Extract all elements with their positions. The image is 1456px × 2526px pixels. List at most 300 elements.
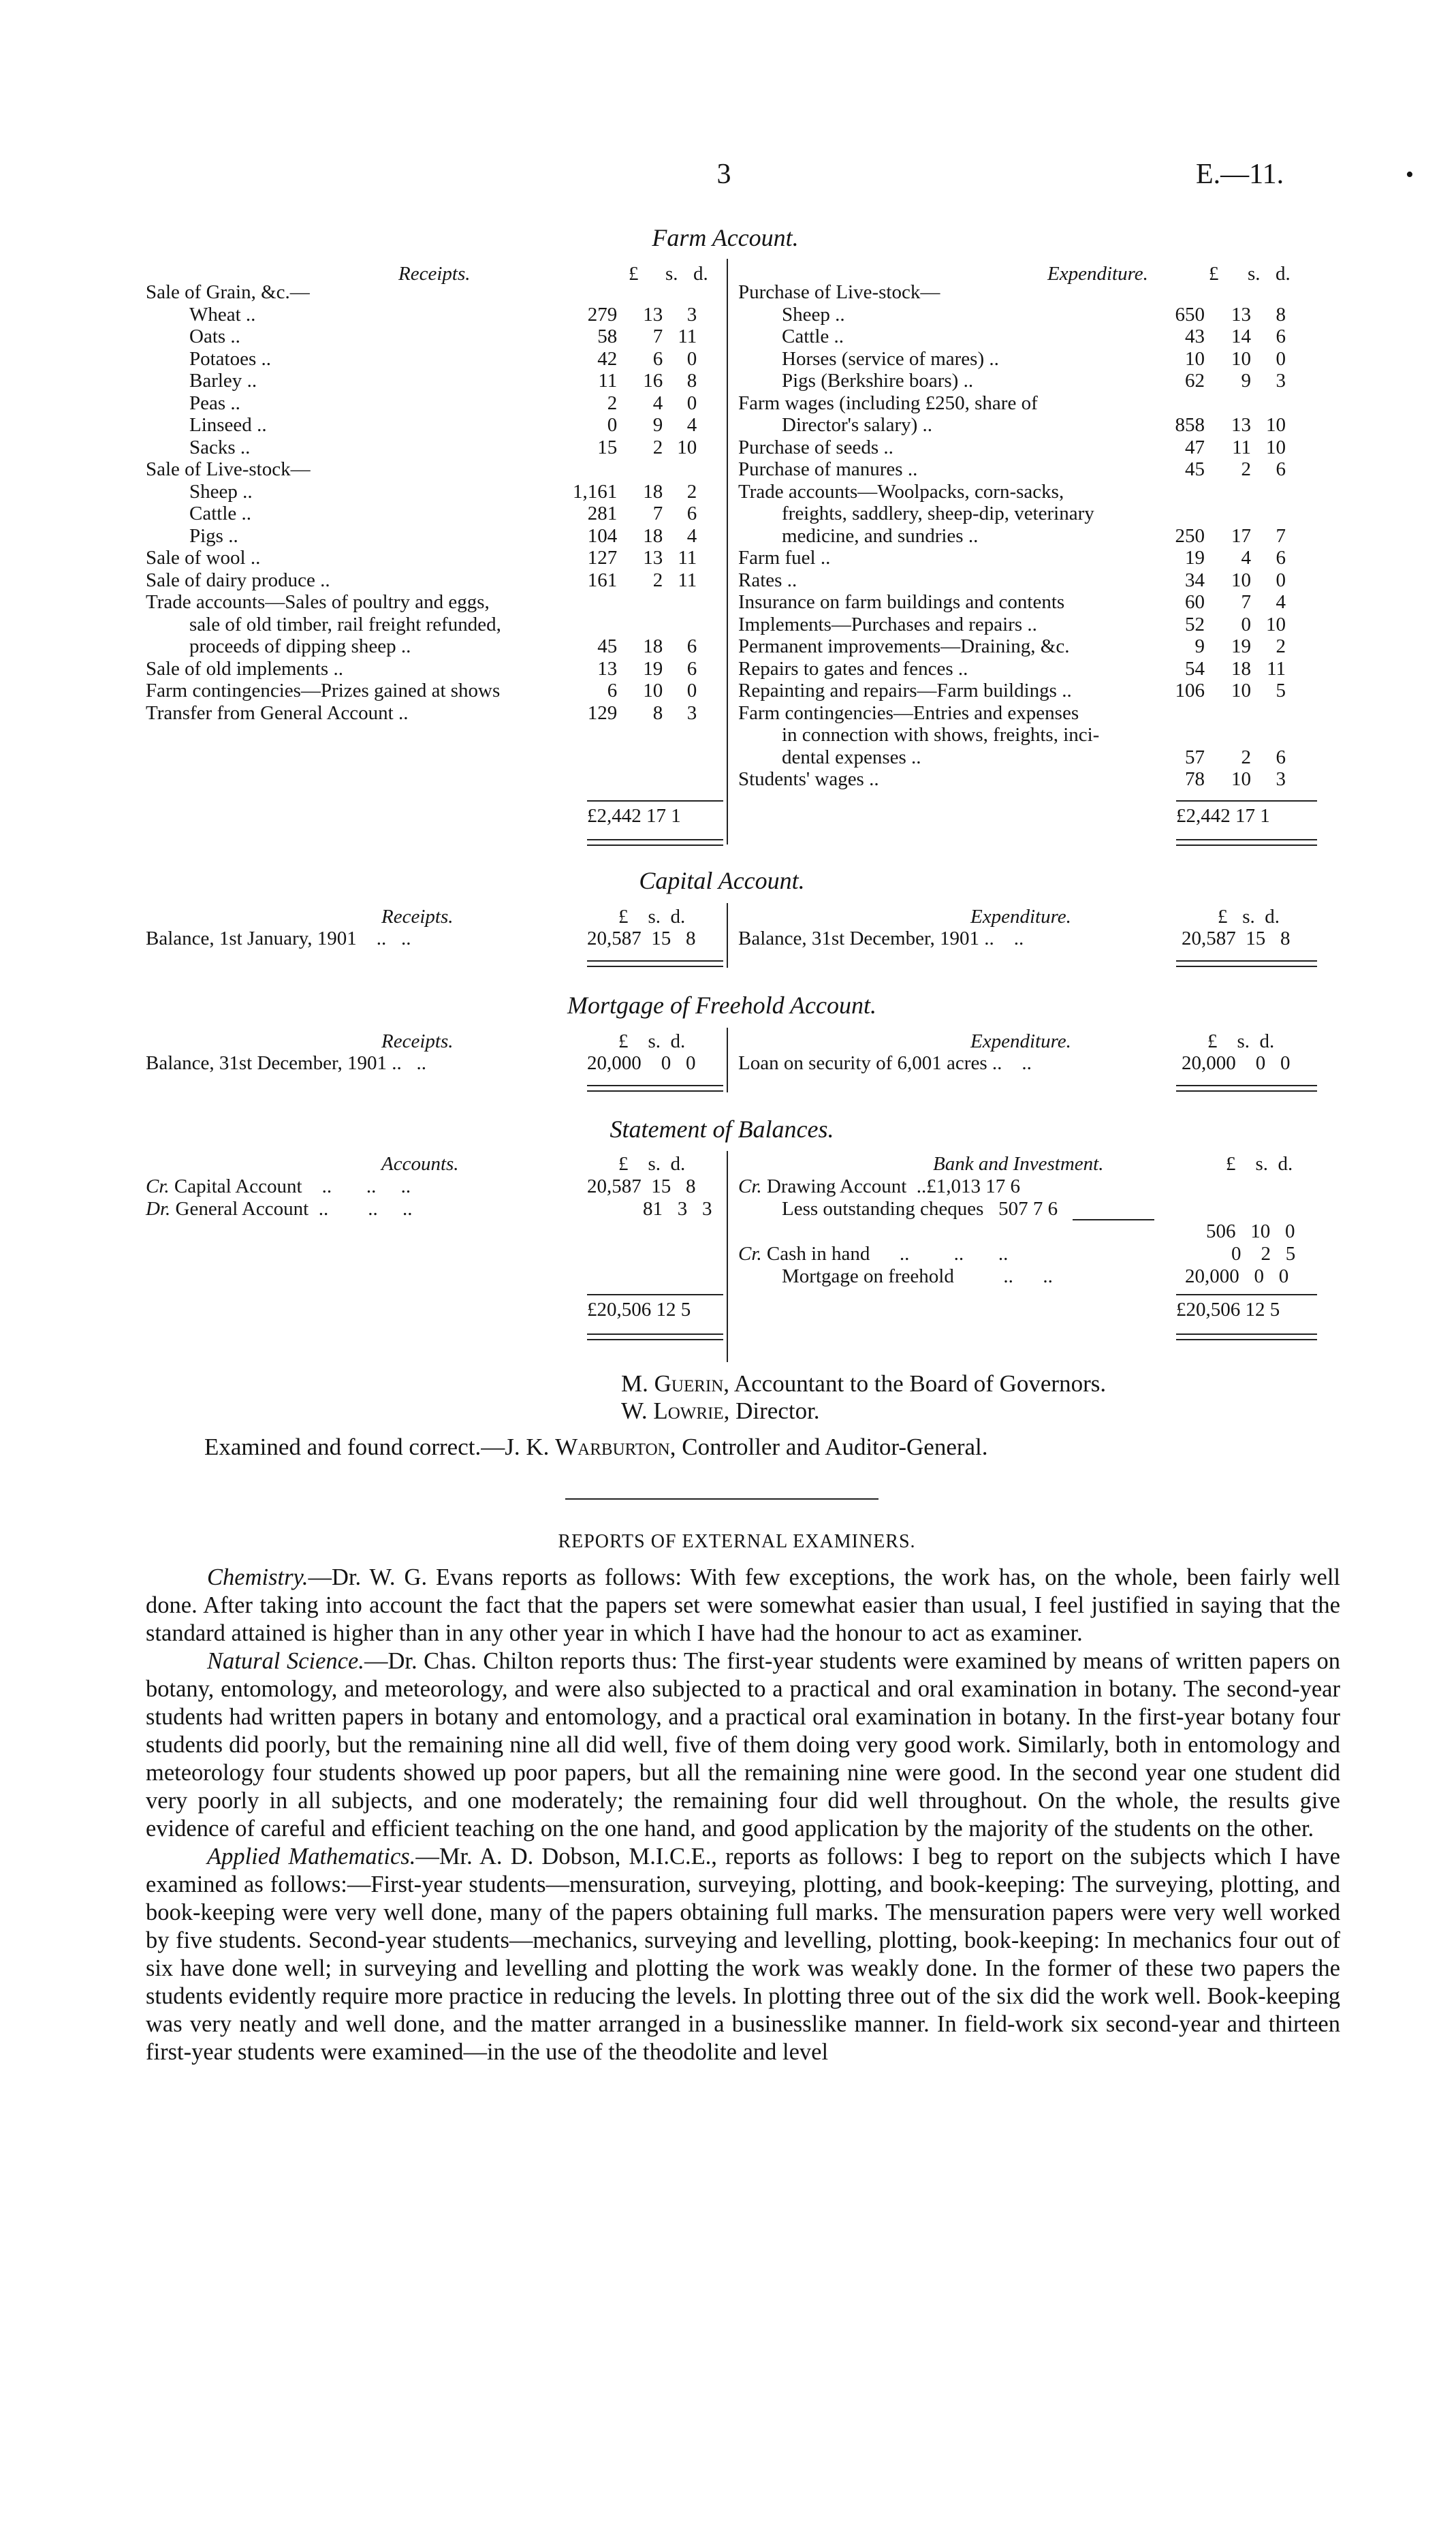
farm-expenditure-item-label: Cattle .. [782,326,844,347]
leader-dots: .. [223,524,238,547]
farm-receipt-amount-shillings: 7 [652,503,663,524]
farm-receipt-item-label: Sale of Live-stock— [146,458,311,480]
balances-right-total-rule [1176,1333,1317,1335]
farm-expenditure-amount-pence [1259,281,1286,304]
farm-expenditure-amount-pence: 3 [1276,768,1286,790]
farm-receipt-amount-pence [670,281,697,304]
mortgage-receipt-rule [587,1085,723,1086]
farm-receipt-amount-shillings: 6 [652,347,663,370]
farm-receipt-item-label: Oats .. [189,326,240,347]
farm-receipt-row [146,458,697,481]
farm-expenditure-row [738,458,1286,481]
balance-capital-amount: 20,587 15 8 [587,1175,696,1197]
farm-expenditure-amount-pence [1259,503,1286,525]
farm-expenditure-item-label: Repairs to gates and fences .. [738,657,968,680]
capital-center-divider [727,903,728,968]
capital-expenditure-label: Expenditure. [970,906,1071,928]
farm-expenditure-amount-pounds: 650 [1175,303,1205,326]
farm-receipts-col-d: d. [693,263,708,285]
farm-receipt-amount-pounds: 13 [597,657,618,680]
farm-receipt-amount-shillings: 2 [652,569,663,591]
balance-net-amount: 506 10 0 [1206,1220,1295,1242]
farm-receipt-amount-shillings: 19 [643,657,663,680]
mortgage-receipt-rule-2 [587,1090,723,1092]
farm-receipts-table [146,281,697,724]
farm-expenditure-amount-pounds: 60 [1185,591,1205,613]
farm-expenditure-amount-pounds [1167,503,1205,525]
farm-receipt-item-label: Sacks .. [189,436,251,458]
farm-expenditure-amount-pence [1259,481,1286,503]
farm-receipt-row [146,503,697,525]
farm-expenditure-item-label: Permanent improvements—Draining, &c. [738,635,1070,657]
capital-exp-rule [1176,960,1317,962]
farm-center-divider [727,259,728,844]
farm-receipt-amount-pence: 11 [678,547,697,569]
director-signature: W. Lowrie, Director. [621,1398,820,1424]
farm-expenditure-amount-pounds: 78 [1185,768,1205,790]
balance-general-line: Dr. General Account .. .. .. [146,1198,413,1220]
capital-exp-line: Balance, 31st December, 1901 .. .. [738,928,1024,949]
farm-expenditure-row [738,348,1286,370]
farm-receipt-amount-pounds: 279 [587,303,618,326]
farm-receipt-amount-shillings [624,591,663,614]
farm-expenditure-item-label: Director's salary) .. [782,414,933,436]
mortgage-account-title: Mortgage of Freehold Account. [567,992,876,1019]
capital-receipts-cols: £ s. d. [618,906,686,928]
farm-expenditure-label: Expenditure. [1047,263,1148,285]
leader-dots: .. [864,768,879,790]
farm-expenditure-amount-shillings: 2 [1241,458,1251,480]
farm-receipt-row [146,614,697,636]
farm-receipt-amount-pence: 2 [686,480,697,503]
farm-expenditure-amount-shillings: 19 [1231,635,1251,657]
farm-receipt-row [146,392,697,415]
leader-dots: .. [906,746,921,768]
farm-expenditure-item-label: Rates .. [738,569,797,591]
farm-receipt-amount-pence: 0 [686,392,697,414]
mortgage-exp-amount: 20,000 0 0 [1182,1052,1291,1074]
farm-receipt-amount-shillings: 18 [643,635,663,657]
balance-general-amount: 81 3 3 [643,1198,712,1220]
leader-dots: .. [953,657,968,680]
farm-expenditure-row [738,702,1286,725]
reports-body [146,1564,1340,2066]
balances-left-cols: £ s. d. [618,1153,686,1175]
leader-dots: .. [1022,613,1037,635]
leader-dots: .. [393,701,409,724]
leader-dots: .. [240,303,256,326]
farm-expenditure-amount-pounds: 858 [1175,414,1205,436]
farm-receipt-amount-pounds: 45 [597,635,618,657]
applied-math-body: —Mr. A. D. Dobson, M.I.C.E., reports as follows: I beg to report on the subjects which I have examined as follows:—First-year students—mensuration, surveying, plotting, and book-keeping: The surveying, plotting, and book-keeping were very well done, many of the papers obtaining full marks. The mensuration papers were very well worked by five students. Second-year students—mechanics, surveying and levelling, plotting, book-keeping: In mechanics four out of six have done well; in surveying and levelling and plotting the work was weakly done. In the former of these two papers the students evidently require more practice in reducing the levels. In plotting three out of the six did the work well. Book-keeping was very neatly and well done, and the matter arranged in a businesslike manner. In field-work six second-year and thirteen first-year students were examined—in the use of the theodolite and level [146,1844,1340,2065]
farm-expenditure-total: £2,442 17 1 [1176,805,1270,827]
balance-mortgage-line: Mortgage on freehold .. .. [782,1265,1053,1287]
farm-expenditure-item-label: Pigs (Berkshire boars) .. [782,370,974,392]
farm-expenditure-amount-pence: 6 [1276,326,1286,347]
reports-heading: REPORTS OF EXTERNAL EXAMINERS. [558,1531,916,1552]
farm-expenditure-row [738,547,1286,569]
farm-receipt-amount-pounds: 127 [587,547,618,569]
farm-expenditure-amount-shillings [1212,281,1251,304]
balance-mortgage-amount: 20,000 0 0 [1185,1265,1289,1287]
farm-expenditure-item-label: Farm fuel .. [738,547,831,569]
farm-receipt-row [146,525,697,548]
farm-expenditure-amount-pounds: 250 [1175,524,1205,547]
farm-expenditure-amount-pounds [1167,702,1205,725]
chemistry-title: Chemistry. [207,1564,308,1590]
farm-receipt-amount-pounds: 1,161 [573,480,618,503]
farm-expenditure-amount-pence: 6 [1276,547,1286,569]
farm-receipts-sum-rule [587,800,723,802]
farm-receipt-amount-shillings: 2 [652,436,663,458]
capital-receipts-label: Receipts. [381,906,454,928]
natural-science-title: Natural Science. [207,1648,364,1674]
farm-receipt-item-label: Peas .. [189,392,240,414]
farm-expenditure-amount-pence: 0 [1276,347,1286,370]
farm-receipts-total-rule-2 [587,844,723,846]
leader-dots: .. [328,657,343,680]
farm-expenditure-item-label: Purchase of Live-stock— [738,281,940,303]
balance-less-rule [1073,1219,1154,1220]
balances-left-total: £20,506 12 5 [587,1299,691,1321]
farm-expenditure-row [738,281,1286,304]
farm-receipt-amount-shillings: 13 [643,303,663,326]
farm-expenditure-item-label: Insurance on farm buildings and contents [738,591,1065,613]
farm-receipt-row [146,702,697,725]
farm-receipts-total-rule [587,839,723,840]
farm-receipt-amount-pence: 0 [686,680,697,701]
farm-expenditure-amount-shillings: 13 [1231,414,1251,436]
farm-receipt-amount-shillings: 9 [652,414,663,436]
leader-dots: .. [782,569,797,591]
farm-expenditure-row [738,569,1286,592]
farm-receipts-label: Receipts. [398,263,471,285]
farm-receipt-amount-pounds: 129 [587,701,618,724]
farm-expenditure-amount-shillings: 10 [1231,768,1251,790]
farm-receipt-amount-shillings [624,281,663,304]
leader-dots: .. [958,370,974,392]
farm-expenditure-amount-shillings: 13 [1231,303,1251,326]
farm-receipt-amount-shillings: 18 [643,524,663,547]
farm-receipt-amount-pence: 11 [678,569,697,591]
farm-expenditure-row [738,680,1286,702]
farm-expenditure-row [738,392,1286,415]
capital-receipt-rule-2 [587,966,723,967]
balances-left-sum-rule [587,1294,723,1295]
leader-dots: .. [829,303,845,326]
mortgage-receipts-cols: £ s. d. [618,1030,686,1052]
farm-receipts-total: £2,442 17 1 [587,805,681,827]
farm-receipt-amount-shillings: 7 [652,326,663,347]
farm-expenditure-row [738,768,1286,791]
farm-receipt-amount-pence: 6 [686,657,697,680]
farm-receipt-row [146,547,697,569]
farm-receipt-amount-pence: 6 [686,503,697,524]
capital-exp-rule-2 [1176,966,1317,967]
farm-receipt-row [146,591,697,614]
leader-dots: .. [984,347,999,370]
applied-math-report [146,1843,1340,2066]
page-code: E.—11. [1196,159,1284,190]
farm-expenditure-item-label: dental expenses .. [782,746,921,768]
balances-accounts-label: Accounts. [381,1153,459,1175]
farm-receipt-item-label: proceeds of dipping sheep .. [189,635,411,657]
leader-dots: .. [236,503,252,524]
farm-expenditure-amount-pence: 3 [1276,370,1286,392]
farm-expenditure-amount-pence: 6 [1276,746,1286,768]
examined-statement: Examined and found correct.—J. K. Warburton, Controller and Auditor-General. [204,1434,988,1460]
farm-receipts-col-s: s. [665,263,678,285]
farm-expenditure-amount-shillings [1212,481,1251,503]
farm-receipt-row [146,414,697,437]
farm-receipt-amount-shillings: 18 [643,480,663,503]
balance-cash-line: Cr. Cash in hand .. .. .. [738,1243,1009,1265]
farm-receipt-amount-shillings: 16 [643,370,663,392]
leader-dots: .. [917,414,933,436]
farm-receipt-item-label: Potatoes .. [189,347,272,370]
farm-receipt-amount-pounds: 42 [597,347,618,370]
farm-expenditure-amount-pence: 10 [1266,414,1286,436]
farm-expenditure-amount-shillings: 10 [1231,569,1251,591]
farm-receipt-amount-pence [670,614,697,636]
farm-receipt-amount-pence: 3 [686,701,697,724]
farm-receipt-amount-pence: 11 [678,326,697,347]
farm-exp-total-rule [1176,839,1317,840]
farm-expenditure-amount-shillings [1212,503,1251,525]
farm-receipt-row [146,304,697,326]
farm-expenditure-amount-pounds [1167,281,1205,304]
capital-exp-cols: £ s. d. [1218,906,1280,928]
farm-expenditure-amount-shillings: 0 [1241,613,1251,635]
balance-less-line: Less outstanding cheques 507 7 6 [782,1198,1058,1220]
farm-receipt-amount-pounds: 58 [597,326,618,347]
leader-dots: .. [235,436,251,458]
balances-left-total-rule [587,1333,723,1335]
farm-expenditure-amount-pounds: 43 [1185,326,1205,347]
farm-exp-col-s: s. [1248,263,1261,285]
farm-receipt-item-label: Trade accounts—Sales of poultry and eggs, [146,591,490,613]
farm-expenditure-amount-shillings: 10 [1231,347,1251,370]
farm-expenditure-row [738,481,1286,503]
chemistry-body: —Dr. W. G. Evans reports as follows: With few exceptions, the work has, on the whole, been fairly well done. After taking into account the fact that the papers set were somewhat easier than usual, I feel justified in saying that the standard attained is higher than in any other year in which I have had the honour to act as examiner. [146,1564,1340,1646]
capital-receipt-amount: 20,587 15 8 [587,928,696,949]
leader-dots: .. [225,326,240,347]
farm-expenditure-row [738,525,1286,548]
farm-expenditure-row [738,635,1286,658]
farm-expenditure-item-label: medicine, and sundries .. [782,524,979,547]
balances-right-cols: £ s. d. [1226,1153,1293,1175]
farm-expenditure-row [738,437,1286,459]
farm-expenditure-amount-pounds [1167,392,1205,415]
farm-expenditure-item-label: Farm contingencies—Entries and expenses [738,701,1079,724]
farm-expenditure-amount-pounds [1167,724,1205,746]
farm-expenditure-amount-pounds: 106 [1175,680,1205,701]
applied-math-title: Applied Mathematics. [207,1844,416,1869]
farm-exp-total-rule-2 [1176,844,1317,846]
farm-expenditure-amount-pence [1259,702,1286,725]
farm-expenditure-row [738,614,1286,636]
farm-expenditure-amount-pounds: 54 [1185,657,1205,680]
farm-receipt-item-label: Wheat .. [189,303,256,326]
farm-expenditure-amount-shillings: 9 [1241,370,1251,392]
farm-receipt-item-label: sale of old timber, rail freight refunded, [189,613,501,635]
farm-receipt-amount-pounds: 11 [598,370,618,392]
farm-expenditure-row [738,746,1286,769]
farm-receipt-item-label: Transfer from General Account .. [146,701,409,724]
balance-cash-amount: 0 2 5 [1231,1243,1296,1265]
accountant-signature: M. Guerin, Accountant to the Board of Governors. [621,1370,1107,1397]
leader-dots: .. [242,370,257,392]
farm-receipt-amount-shillings: 4 [652,392,663,414]
farm-expenditure-item-label: freights, saddlery, sheep-dip, veterinary [782,503,1094,524]
farm-expenditure-amount-pence: 8 [1276,303,1286,326]
farm-expenditure-item-label: in connection with shows, freights, inci- [782,724,1100,746]
mortgage-exp-line: Loan on security of 6,001 acres .. .. [738,1052,1032,1074]
farm-receipt-row [146,281,697,304]
farm-receipt-row [146,569,697,592]
farm-expenditure-item-label: Horses (service of mares) .. [782,347,999,370]
farm-expenditure-amount-shillings: 11 [1232,436,1251,458]
farm-receipt-item-label: Sale of old implements .. [146,657,343,680]
farm-expenditure-amount-pounds [1167,481,1205,503]
farm-receipt-amount-pounds: 0 [607,414,618,436]
farm-receipt-amount-pounds: 104 [587,524,618,547]
farm-expenditure-item-label: Trade accounts—Woolpacks, corn-sacks, [738,480,1064,503]
mortgage-receipt-line: Balance, 31st December, 1901 .. .. [146,1052,426,1074]
farm-account-title: Farm Account. [652,224,799,251]
farm-expenditure-row [738,724,1286,746]
farm-exp-col-d: d. [1276,263,1291,285]
farm-receipt-item-label: Sale of Grain, &c.— [146,281,310,303]
farm-receipt-amount-pence: 3 [686,303,697,326]
capital-receipt-line: Balance, 1st January, 1901 .. .. [146,928,411,949]
farm-expenditure-item-label: Sheep .. [782,303,845,326]
farm-expenditure-amount-pence: 6 [1276,458,1286,480]
mortgage-receipts-label: Receipts. [381,1030,454,1052]
farm-expenditure-row [738,503,1286,525]
mortgage-expenditure-label: Expenditure. [970,1030,1071,1052]
leader-dots: .. [879,436,893,458]
farm-expenditure-row [738,304,1286,326]
balances-right-sum-rule [1176,1294,1317,1295]
farm-receipt-amount-pence [670,458,697,481]
farm-expenditure-amount-pounds: 57 [1185,746,1205,768]
farm-receipt-amount-shillings: 13 [643,547,663,569]
balances-title: Statement of Balances. [610,1116,834,1143]
farm-receipt-item-label: Linseed .. [189,414,267,436]
leader-dots: .. [963,524,979,547]
farm-expenditure-item-label: Purchase of manures .. [738,458,918,480]
page-number: 3 [716,159,731,190]
leader-dots: .. [225,392,240,414]
farm-expenditure-item-label: Purchase of seeds .. [738,436,893,458]
farm-exp-col-pound: £ [1209,263,1219,285]
balance-capital-line: Cr. Capital Account .. .. .. [146,1175,411,1197]
leader-dots: .. [251,414,267,436]
farm-receipt-item-label: Cattle .. [189,503,252,524]
farm-expenditure-amount-pence: 5 [1276,680,1286,701]
farm-expenditure-amount-pounds: 62 [1185,370,1205,392]
farm-receipt-row [146,370,697,392]
farm-expenditure-amount-shillings: 14 [1231,326,1251,347]
farm-receipt-amount-shillings: 8 [652,701,663,724]
farm-expenditure-row [738,591,1286,614]
chemistry-report [146,1564,1340,1647]
balances-center-divider [727,1151,728,1362]
farm-expenditure-amount-shillings: 2 [1241,746,1251,768]
leader-dots: .. [902,458,918,480]
balances-right-total-rule-2 [1176,1339,1317,1340]
leader-dots: .. [815,547,831,569]
farm-receipt-amount-shillings: 10 [643,680,663,701]
leader-dots: .. [396,635,411,657]
natural-science-report [146,1647,1340,1843]
farm-receipt-item-label: Farm contingencies—Prizes gained at shows [146,680,501,701]
leader-dots: .. [237,480,253,503]
farm-receipt-item-label: Sale of wool .. [146,547,261,569]
farm-expenditure-amount-shillings [1212,702,1251,725]
margin-mark: • [1406,162,1414,187]
mortgage-receipt-amount: 20,000 0 0 [587,1052,696,1074]
mortgage-exp-rule-2 [1176,1090,1317,1092]
farm-expenditure-amount-pounds: 34 [1185,569,1205,591]
farm-receipt-row [146,437,697,459]
farm-receipt-item-label: Pigs .. [189,524,238,547]
farm-receipts-col-pound: £ [629,263,639,285]
farm-receipt-amount-pence: 10 [677,436,697,458]
farm-receipt-amount-pence: 4 [686,524,697,547]
farm-expenditure-amount-pence: 11 [1267,657,1286,680]
farm-receipt-row [146,481,697,503]
farm-expenditure-table [738,281,1286,791]
mortgage-center-divider [727,1028,728,1092]
farm-expenditure-amount-pence: 2 [1276,635,1286,657]
farm-expenditure-amount-shillings [1212,724,1251,746]
farm-expenditure-item-label: Repainting and repairs—Farm buildings .. [738,680,1072,701]
farm-receipt-amount-pounds [573,281,617,304]
farm-expenditure-amount-pence: 7 [1276,524,1286,547]
farm-expenditure-row [738,658,1286,680]
section-divider [565,1498,879,1500]
farm-receipt-item-label: Sale of dairy produce .. [146,569,330,591]
farm-receipt-amount-pounds: 6 [607,680,618,701]
farm-expenditure-amount-shillings: 18 [1231,657,1251,680]
farm-receipt-row [146,326,697,348]
farm-expenditure-item-label: Students' wages .. [738,768,879,790]
farm-expenditure-item-label: Farm wages (including £250, share of [738,392,1038,414]
farm-expenditure-item-label: Implements—Purchases and repairs .. [738,613,1037,635]
farm-receipt-row [146,658,697,680]
farm-receipt-amount-pounds: 281 [587,503,618,524]
farm-expenditure-row [738,326,1286,348]
farm-receipt-amount-pounds [573,591,617,614]
farm-expenditure-amount-pence: 10 [1266,436,1286,458]
leader-dots: .. [315,569,330,591]
farm-expenditure-amount-pounds: 9 [1194,635,1205,657]
leader-dots: .. [245,547,261,569]
capital-receipt-rule [587,960,723,962]
farm-expenditure-amount-pounds: 45 [1185,458,1205,480]
farm-expenditure-amount-pence: 4 [1276,591,1286,613]
farm-expenditure-amount-pence [1259,724,1286,746]
natural-science-body: —Dr. Chas. Chilton reports thus: The first-year students were examined by means of written papers on botany, entomology, and meteorology, and were also subjected to a practical and oral examination in botany. The second-year students had written papers in botany and entomology, and a practical oral examination in botany. In the first-year botany four students did poorly, but the remaining nine all did well, five of them doing very good work. Similarly, both in entomology and meteorology four students showed up poor papers, but all the remaining nine were good. In the second year one student did very poorly in all subjects, and one moderately; the remaining four did well throughout. On the whole, the results give evidence of careful and efficient teaching on the one hand, and good application by the majority of the students on the other. [146,1648,1340,1842]
farm-expenditure-row [738,370,1286,392]
farm-expenditure-amount-pence: 0 [1276,569,1286,591]
farm-receipt-amount-pounds: 2 [607,392,618,414]
farm-receipt-row [146,348,697,370]
farm-receipt-amount-pence: 4 [686,414,697,436]
farm-expenditure-row [738,414,1286,437]
